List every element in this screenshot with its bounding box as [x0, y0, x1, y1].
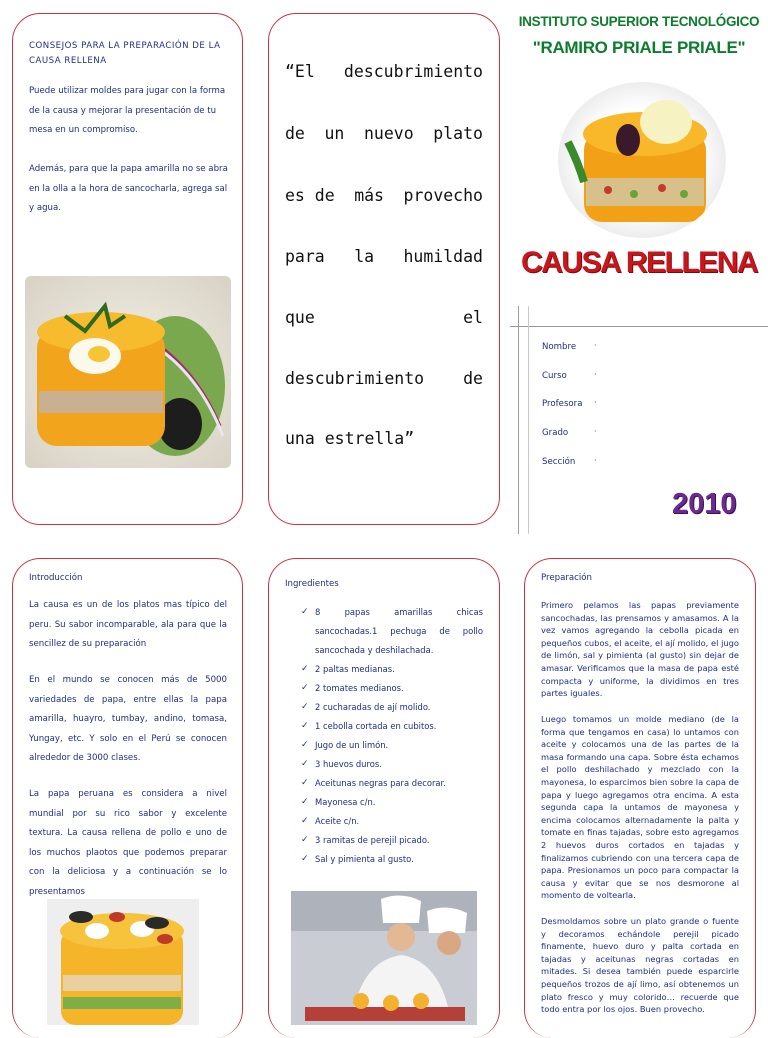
- intro-para-3: La papa peruana es considera a nivel mundial por su rico sabor y excelente textura. La causa rellena de pollo e uno de los muchos plaotos que podemos preparar con la deliciosa y a continuación se lo presentamos: [29, 789, 227, 897]
- check-icon: ✓: [301, 759, 309, 769]
- cover-rule-vertical-2: [528, 306, 529, 534]
- check-icon: ✓: [301, 778, 309, 788]
- cover-year: 2010: [672, 488, 737, 520]
- institute-line-2: "RAMIRO PRIALE PRIALE": [532, 38, 746, 57]
- quote-word: el: [463, 308, 483, 327]
- field-value-seccion[interactable]: ·: [594, 456, 597, 465]
- quote-word: de: [285, 124, 305, 143]
- list-item: ✓ Jugo de un limón.: [301, 736, 483, 755]
- field-label-profesora: Profesora: [542, 399, 583, 409]
- preparation-para-1: Primero pelamos las papas previamente sancochadas, las prensamos y amasamos. A la vez vamos agregando la cebolla picada en pequeños cubos, el aceite, el ají molido, el jugo de limón, sal y pimienta (al gusto) sin dejar de amasar. Verificamos que la masa de papa esté compacta y uniforme, la dividimos en tres partes iguales.: [541, 600, 739, 699]
- quote-word: descubrimiento: [343, 62, 483, 81]
- list-item: ✓ Aceite c/n.: [301, 812, 483, 831]
- quote-line-3: [285, 186, 483, 205]
- quote-line-5: [285, 308, 483, 327]
- check-icon: ✓: [301, 664, 309, 674]
- chefs-photo: [291, 891, 477, 1025]
- ingredients-list: [301, 603, 483, 869]
- field-label-nombre: Nombre: [542, 342, 577, 352]
- list-item: ✓ Mayonesa c/n.: [301, 793, 483, 812]
- list-item: ✓ 1 cebolla cortada en cubitos.: [301, 717, 483, 736]
- list-item: ✓ Aceitunas negras para decorar.: [301, 774, 483, 793]
- panel-quote: [268, 13, 500, 525]
- panel-ingredientes: [268, 558, 500, 1038]
- list-item: ✓ 2 tomates medianos.: [301, 679, 483, 698]
- quote-line-7: [285, 429, 483, 448]
- quote-block: [269, 14, 501, 526]
- intro-heading: Introducción: [29, 573, 83, 583]
- causa-photo-2: [47, 899, 199, 1025]
- causa-photo-1: [25, 276, 231, 468]
- list-item: ✓ Sal y pimienta al gusto.: [301, 850, 483, 869]
- cover-rule-vertical: [518, 306, 519, 534]
- check-icon: ✓: [301, 721, 309, 731]
- list-item: ✓ 8 papas amarillas chicas sancochadas.1 pechuga de pollo sancochada y deshilachada.: [301, 603, 483, 660]
- quote-word: la: [354, 247, 375, 266]
- quote-word: nuevo: [364, 124, 414, 143]
- check-icon: ✓: [301, 683, 309, 693]
- list-item: ✓ 2 cucharadas de ají molido.: [301, 698, 483, 717]
- panel-consejos: [12, 13, 243, 525]
- field-value-grado[interactable]: ·: [594, 427, 597, 436]
- check-icon: ✓: [301, 854, 309, 864]
- check-icon: ✓: [301, 816, 309, 826]
- preparation-para-3: Desmoldamos sobre un plato grande o fuente y decoramos echándole perejil picado finamente, huevo duro y palta cortada en tajadas y aceitunas negras cortadas en mitades. Si desea también puede esparcirle pequeños trozos de ají limo, así obtenemos un plato fresco y muy colorido… recuerde que todo entra por los ojos. Buen provecho.: [541, 916, 739, 1015]
- intro-para-1: La causa es un de los platos mas típico del peru. Su sabor incomparable, ala para que la sencillez de su preparación: [29, 600, 227, 649]
- preparation-heading: Preparación: [541, 573, 592, 583]
- quote-line-6: [285, 369, 483, 388]
- institute-line-1: INSTITUTO SUPERIOR TECNOLÓGICO: [518, 14, 760, 29]
- field-label-seccion: Sección: [542, 457, 576, 467]
- panel-introduccion: [12, 558, 243, 1038]
- quote-word: de: [463, 369, 483, 388]
- intro-para-2: En el mundo se conocen más de 5000 variedades de papa, entre ellas la papa amarilla, huayro, tumbay, andino, tomasa, Yungay, etc. Y solo en el Perú se conocen alrededor de 3000 clases.: [29, 675, 227, 763]
- cover-rule-horizontal: [510, 326, 768, 327]
- check-icon: ✓: [301, 740, 309, 750]
- quote-word: descubrimiento: [285, 369, 425, 388]
- consejos-para-1: Puede utilizar moldes para jugar con la forma de la causa y mejorar la presentación de tu mesa en un compromiso.: [29, 86, 226, 135]
- check-icon: ✓: [301, 702, 309, 712]
- causa-photo-cover: [558, 82, 726, 238]
- quote-word: una estrella”: [285, 429, 415, 448]
- ingredients-heading: Ingredientes: [285, 579, 339, 589]
- consejos-para-2: Además, para que la papa amarilla no se abra en la olla a la hora de sancocharla, agrega sal y agua.: [29, 164, 228, 213]
- list-item: ✓ 3 huevos duros.: [301, 755, 483, 774]
- quote-word: más: [354, 186, 384, 205]
- quote-word: humildad: [403, 247, 483, 266]
- quote-word: provecho: [403, 186, 483, 205]
- check-icon: ✓: [301, 607, 309, 617]
- quote-word: que: [285, 308, 315, 327]
- list-item: ✓ 3 ramitas de perejil picado.: [301, 831, 483, 850]
- cover-title: CAUSA RELLENA: [520, 246, 758, 279]
- quote-word: un: [324, 124, 345, 143]
- panel-preparacion: [524, 558, 756, 1038]
- quote-word: “El: [285, 62, 315, 81]
- preparation-para-2: Luego tomamos un molde mediano (de la forma que tengamos en casa) lo untamos con aceite y colocamos una de las partes de la masa formando una capa. Sobre ésta echamos el pollo deshilachado y mezclado con la mayonesa, lo esparcimos bien sobre la capa de papa y luego agregamos otra encima. A esta segunda capa la untamos de mayonesa y encima colocamos alternadamente la palta y tomate en finas tajadas, sobre esto agregamos 2 huevos duros cortados en tajadas y finalizamos cubriendo con una tercera capa de papa. Presionamos un poco para compactar la causa y evitar que se nos desmorone al momento de voltearla.: [541, 714, 739, 901]
- quote-word: para: [285, 247, 325, 266]
- quote-word: es de: [285, 186, 335, 205]
- quote-word: plato: [433, 124, 483, 143]
- consejos-title: CONSEJOS PARA LA PREPARACIÓN DE LA CAUSA RELLENA: [29, 41, 221, 66]
- check-icon: ✓: [301, 835, 309, 845]
- quote-line-2: [285, 124, 483, 143]
- field-value-curso[interactable]: ·: [594, 370, 597, 379]
- list-item: ✓ 2 paltas medianas.: [301, 660, 483, 679]
- check-icon: ✓: [301, 797, 309, 807]
- field-value-profesora[interactable]: ·: [594, 398, 597, 407]
- quote-line-1: [285, 62, 483, 81]
- field-value-nombre[interactable]: ·: [594, 341, 597, 350]
- field-label-grado: Grado: [542, 428, 569, 438]
- field-label-curso: Curso: [542, 371, 567, 381]
- quote-line-4: [285, 247, 483, 266]
